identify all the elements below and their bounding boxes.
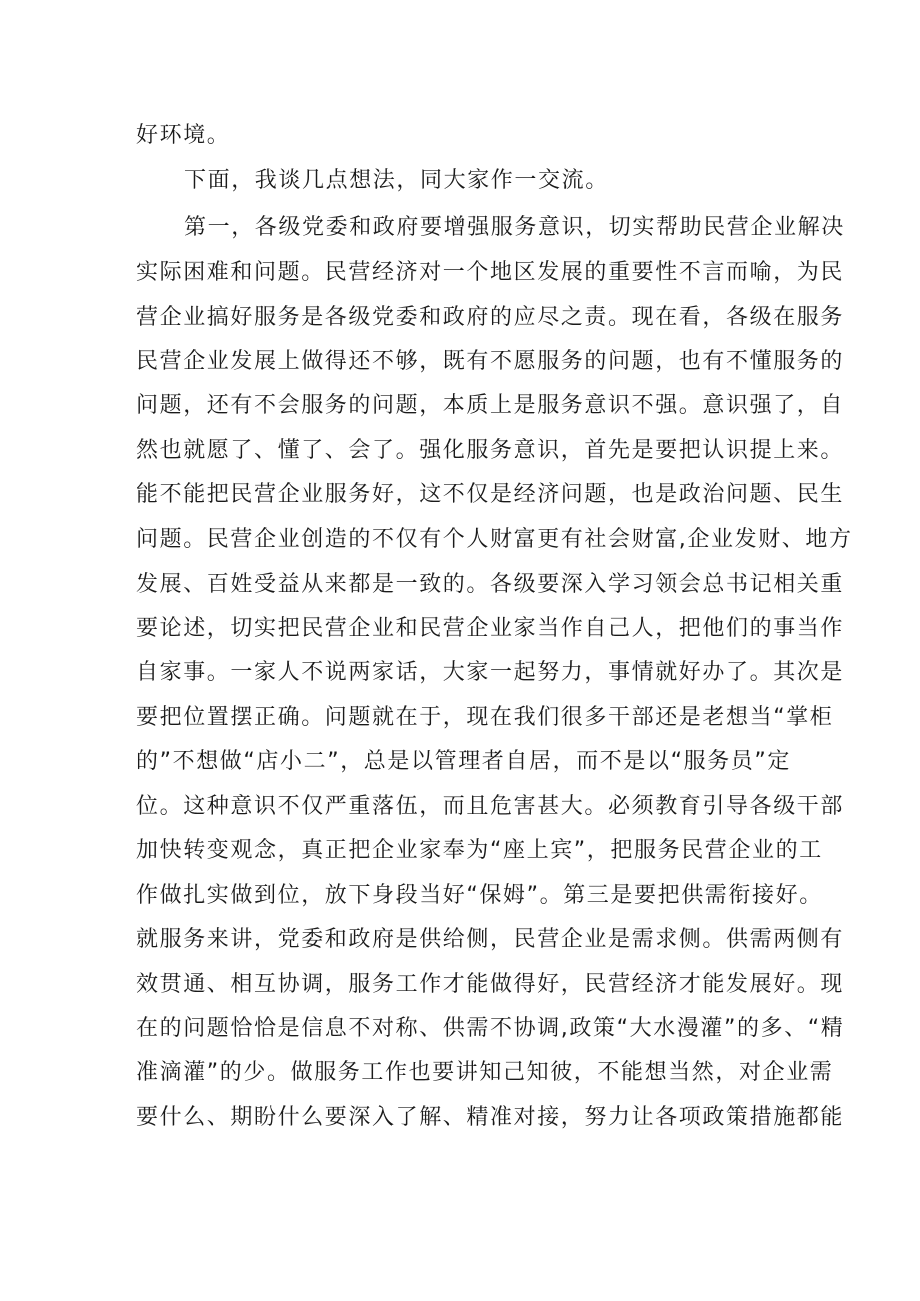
text-line: 要把位置摆正确。问题就在于，现在我们很多干部还是老想当“掌柜: [136, 705, 834, 730]
text-line: 实际困难和问题。民营经济对一个地区发展的重要性不言而喻，为民: [136, 260, 845, 285]
text-line: 第一，各级党委和政府要增强服务意识，切实帮助民营企业解决: [184, 215, 845, 240]
text-line: 好环境。: [136, 123, 231, 148]
text-line: 然也就愿了、懂了、会了。强化服务意识，首先是要把认识提上来。: [136, 438, 845, 463]
text-line: 位。这种意识不仅严重落伍，而且危害甚大。必须教育引导各级干部: [136, 794, 845, 819]
text-line: 能不能把民营企业服务好，这不仅是经济问题，也是政治问题、民生: [136, 482, 845, 507]
text-line: 民营企业发展上做得还不够，既有不愿服务的问题，也有不懂服务的: [136, 349, 845, 374]
text-line: 发展、百姓受益从来都是一致的。各级要深入学习领会总书记相关重: [136, 572, 845, 597]
text-line: 就服务来讲，党委和政府是供给侧，民营企业是需求侧。供需两侧有: [136, 927, 845, 952]
text-line: 要什么、期盼什么要深入了解、精准对接，努力让各项政策措施都能: [136, 1105, 845, 1130]
text-line: 问题，还有不会服务的问题，本质上是服务意识不强。意识强了，自: [136, 393, 845, 418]
text-line: 加快转变观念，真正把企业家奉为“座上宾”，把服务民营企业的工: [136, 838, 823, 863]
text-line: 问题。民营企业创造的不仅有个人财富更有社会财富,企业发财、地方: [136, 527, 853, 552]
text-line: 效贯通、相互协调，服务工作才能做得好，民营经济才能发展好。现: [136, 972, 845, 997]
text-line: 自家事。一家人不说两家话，大家一起努力，事情就好办了。其次是: [136, 660, 845, 685]
text-line: 作做扎实做到位，放下身段当好“保姆”。第三是要把供需衔接好。: [136, 883, 823, 908]
text-line: 在的问题恰恰是信息不对称、供需不协调,政策“大水漫灌”的多、“精: [136, 1016, 845, 1041]
text-line: 下面，我谈几点想法，同大家作一交流。: [184, 168, 609, 193]
text-line: 准滴灌”的少。做服务工作也要讲知己知彼，不能想当然，对企业需: [136, 1060, 834, 1085]
text-line: 的”不想做“店小二”，总是以管理者自居，而不是以“服务员”定: [136, 749, 791, 774]
text-line: 营企业搞好服务是各级党委和政府的应尽之责。现在看，各级在服务: [136, 305, 845, 330]
text-line: 要论述，切实把民营企业和民营企业家当作自己人，把他们的事当作: [136, 616, 845, 641]
